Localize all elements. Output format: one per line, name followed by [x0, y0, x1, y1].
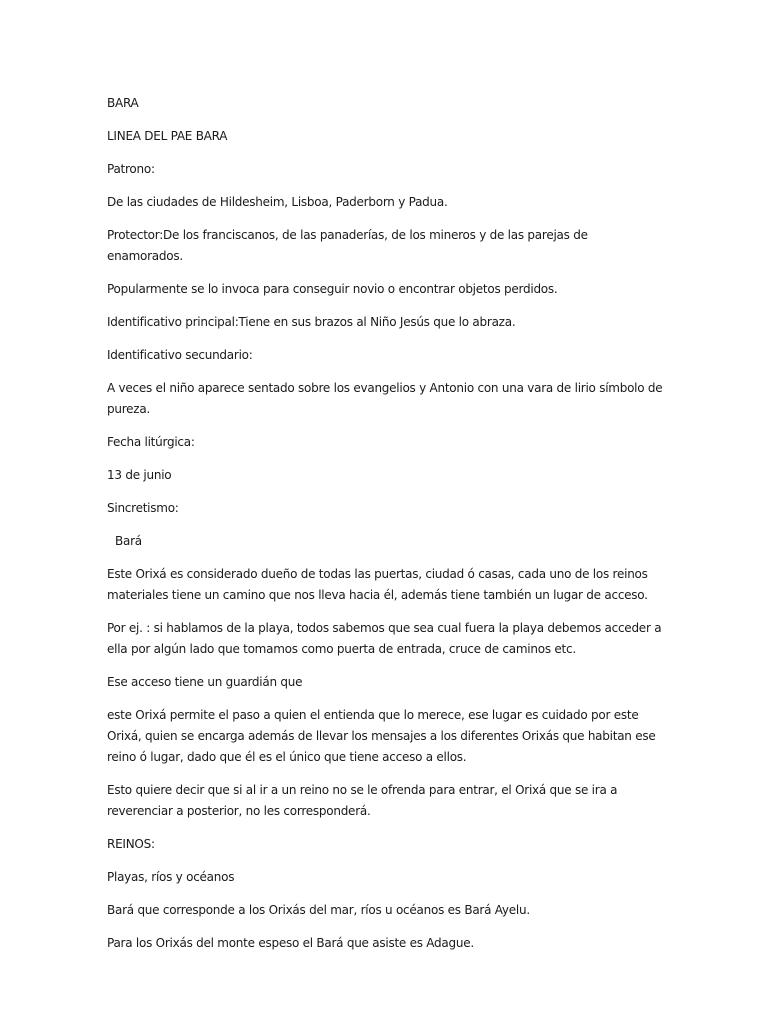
- paragraph: Patrono:: [107, 162, 155, 176]
- doc-subtitle: LINEA DEL PAE BARA: [107, 129, 228, 143]
- paragraph: Esto quiere decir que si al ir a un reino no se le ofrenda para entrar, el Orixá que se ira a reverenciar a posterior, no les corresponderá.: [107, 783, 618, 818]
- paragraph: 13 de junio: [107, 468, 172, 482]
- paragraph: Sincretismo:: [107, 501, 179, 515]
- doc-title: BARA: [107, 96, 139, 110]
- paragraph: A veces el niño aparece sentado sobre los evangelios y Antonio con una vara de lirio símbolo de pureza.: [107, 381, 663, 416]
- paragraph: Popularmente se lo invoca para conseguir novio o encontrar objetos perdidos.: [107, 282, 558, 296]
- paragraph: Identificativo secundario:: [107, 348, 253, 362]
- paragraph: Playas, ríos y océanos: [107, 870, 235, 884]
- paragraph: Este Orixá es considerado dueño de todas las puertas, ciudad ó casas, cada uno de los reinos materiales tiene un camino que nos lleva hacia él, además tiene también un lugar de acceso.: [107, 567, 648, 602]
- paragraph: Ese acceso tiene un guardián que: [107, 675, 303, 689]
- paragraph: Para los Orixás del monte espeso el Bará que asiste es Adague.: [107, 936, 474, 950]
- paragraph: este Orixá permite el paso a quien el entienda que lo merece, ese lugar es cuidado por este Orixá, quien se encarga además de llevar los mensajes a los diferentes Orixás que habitan ese reino ó lugar, dado que él es el único que tiene acceso a ellos.: [107, 708, 656, 764]
- paragraph: Fecha litúrgica:: [107, 435, 195, 449]
- paragraph: Bará que corresponde a los Orixás del mar, ríos u océanos es Bará Ayelu.: [107, 903, 530, 917]
- paragraph: De las ciudades de Hildesheim, Lisboa, Paderborn y Padua.: [107, 195, 448, 209]
- paragraph: Por ej. : si hablamos de la playa, todos sabemos que sea cual fuera la playa debemos acceder a ella por algún lado que tomamos como puerta de entrada, cruce de caminos etc.: [107, 621, 662, 656]
- section-heading: REINOS:: [107, 837, 155, 851]
- paragraph: Protector:De los franciscanos, de las panaderías, de los mineros y de las parejas de enamorados.: [107, 228, 588, 263]
- paragraph: Identificativo principal:Tiene en sus brazos al Niño Jesús que lo abraza.: [107, 315, 516, 329]
- paragraph: Bará: [115, 534, 142, 548]
- document-body: [107, 93, 667, 966]
